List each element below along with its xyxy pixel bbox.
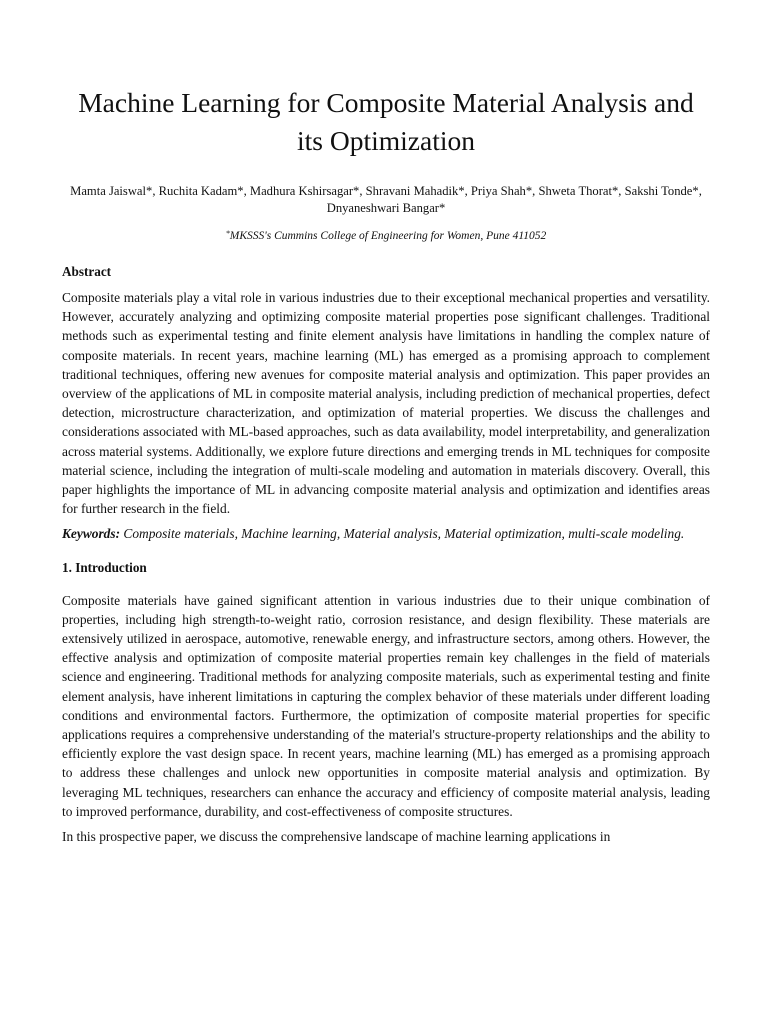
paper-page xyxy=(62,84,710,846)
introduction-paragraph: Composite materials have gained significant attention in various industries due to their unique combination of properties, including high strength-to-weight ratio, corrosion resistance, and design flexibility. These materials are extensively utilized in aerospace, automotive, renewable energy, and infrastructure sectors, among others. However, the effective analysis and optimization of composite material properties remain key challenges in the field of materials science and engineering. Traditional methods for analyzing composite materials, such as experimental testing and finite element analysis, have inherent limitations in capturing the complex behavior of these materials under different loading conditions and environmental factors. Furthermore, the optimization of composite material properties for specific applications requires a comprehensive understanding of the material's structure-property relationships and the ability to efficiently explore the vast design space. In recent years, machine learning (ML) has emerged as a promising approach to address these challenges and unlock new opportunities in composite material analysis and optimization. By leveraging ML techniques, researchers can enhance the accuracy and efficiency of composite material analysis, leading to improved performance, durability, and cost-effectiveness of composite structures. xyxy=(62,592,710,819)
keywords xyxy=(62,524,710,543)
introduction-paragraph: In this prospective paper, we discuss the comprehensive landscape of machine learning applications in xyxy=(62,829,611,845)
paper-title: Machine Learning for Composite Material Analysis and its Optimization xyxy=(78,87,694,156)
keywords-label: Keywords: xyxy=(62,526,121,542)
author-list: Mamta Jaiswal*, Ruchita Kadam*, Madhura Kshirsagar*, Shravani Mahadik*, Priya Shah*, Shweta Thorat*, Sakshi Tonde*, Dnyaneshwari Bangar* xyxy=(70,184,702,215)
affiliation xyxy=(62,228,710,244)
keywords-text: Composite materials, Machine learning, Material analysis, Material optimization, multi-scale modeling. xyxy=(123,526,685,542)
introduction-heading: 1. Introduction xyxy=(62,559,147,575)
abstract-heading: Abstract xyxy=(62,264,112,279)
affiliation-text: MKSSS's Cummins College of Engineering for Women, Pune 411052 xyxy=(229,230,547,242)
abstract-body: Composite materials play a vital role in various industries due to their exceptional mechanical properties and versatility. However, accurately analyzing and optimizing composite material properties pose significant challenges. Traditional methods such as experimental testing and finite element analysis have limitations in handling the complex nature of composite materials. In recent years, machine learning (ML) has emerged as a promising approach to complement traditional techniques, offering new avenues for composite material analysis and optimization. This paper provides an overview of the applications of ML in composite material analysis, including prediction of mechanical properties, defect detection, microstructure characterization, and optimization of material properties. We discuss the challenges and considerations associated with ML-based approaches, such as data availability, model interpretability, and generalization across material systems. Additionally, we explore future directions and emerging trends in ML techniques for composite material science, including the integration of multi-scale modeling and automation in materials discovery. Overall, this paper highlights the importance of ML in advancing composite material analysis and optimization and identifies areas for further research in the field. xyxy=(62,290,710,517)
affiliation-mark: * xyxy=(225,229,230,238)
